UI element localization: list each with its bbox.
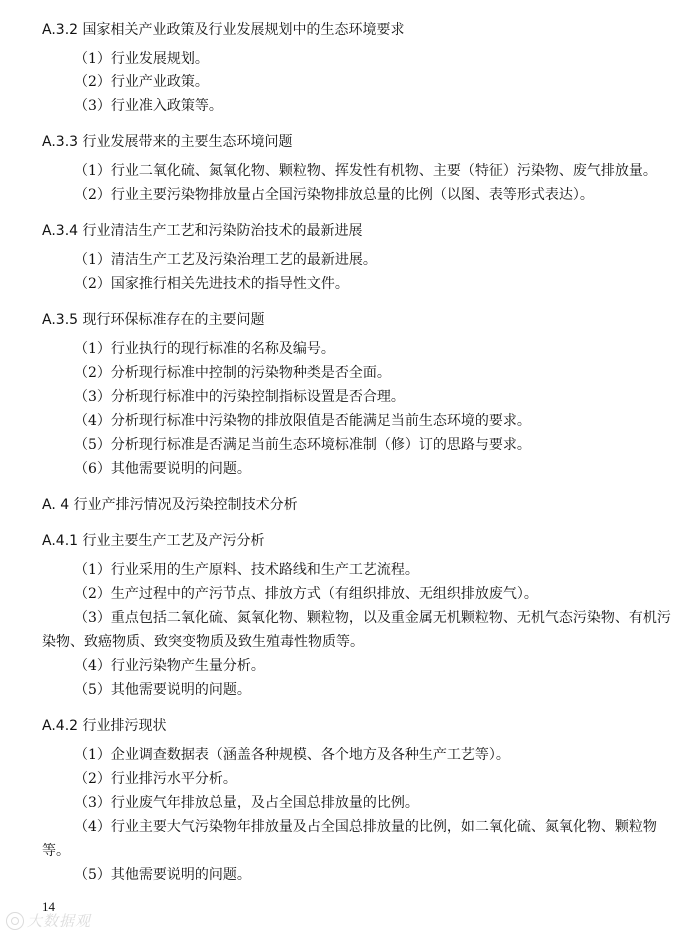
- list-item: （1）行业发展规划。: [74, 51, 209, 67]
- list-item: （6）其他需要说明的问题。: [74, 461, 251, 477]
- section-heading-a35: A.3.5 现行环保标准存在的主要问题: [42, 312, 265, 328]
- list-item: （1）企业调查数据表（涵盖各种规模、各个地方及各种生产工艺等）。: [74, 747, 510, 763]
- list-item: （3）行业废气年排放总量，及占全国总排放量的比例。: [74, 795, 419, 811]
- list-item: （4）行业主要大气污染物年排放量及占全国总排放量的比例，如二氧化硫、氮氧化物、颗粒物: [74, 819, 657, 835]
- page-number: 14: [42, 899, 55, 914]
- list-item: （2）国家推行相关先进技术的指导性文件。: [74, 276, 349, 292]
- list-item: （2）生产过程中的产污节点、排放方式（有组织排放、无组织排放废气）。: [74, 586, 538, 602]
- list-item: （3）重点包括二氧化硫、氮氧化物、颗粒物，以及重金属无机颗粒物、无机气态污染物、有机污: [74, 610, 671, 626]
- list-item: （5）分析现行标准是否满足当前生态环境标准制（修）订的思路与要求。: [74, 437, 531, 453]
- list-item: （4）行业污染物产生量分析。: [74, 658, 265, 674]
- watermark-text: 大数据观: [27, 912, 92, 930]
- section-heading-a34: A.3.4 行业清洁生产工艺和污染防治技术的最新进展: [42, 223, 363, 239]
- chapter-heading-a4: A. 4 行业产排污情况及污染控制技术分析: [42, 497, 298, 513]
- list-item: （2）行业排污水平分析。: [74, 771, 237, 787]
- watermark-logo-icon: [6, 912, 24, 930]
- list-item: （3）分析现行标准中的污染控制指标设置是否合理。: [74, 389, 405, 405]
- list-item: （1）行业采用的生产原料、技术路线和生产工艺流程。: [74, 562, 419, 578]
- list-item: （1）清洁生产工艺及污染治理工艺的最新进展。: [74, 252, 377, 268]
- list-item: （5）其他需要说明的问题。: [74, 867, 251, 883]
- list-item: （1）行业二氧化硫、氮氧化物、颗粒物、挥发性有机物、主要（特征）污染物、废气排放量。: [74, 163, 657, 179]
- list-item-continuation: 等。: [42, 843, 70, 859]
- list-item-continuation: 染物、致癌物质、致突变物质及致生殖毒性物质等。: [42, 634, 364, 650]
- list-item: （2）行业主要污染物排放量占全国污染物排放总量的比例（以图、表等形式表达）。: [74, 187, 594, 203]
- section-heading-a32: A.3.2 国家相关产业政策及行业发展规划中的生态环境要求: [42, 22, 405, 38]
- list-item: （4）分析现行标准中污染物的排放限值是否能满足当前生态环境的要求。: [74, 413, 531, 429]
- list-item: （2）分析现行标准中控制的污染物种类是否全面。: [74, 365, 391, 381]
- list-item: （3）行业准入政策等。: [74, 98, 223, 114]
- section-heading-a42: A.4.2 行业排污现状: [42, 718, 167, 734]
- section-heading-a33: A.3.3 行业发展带来的主要生态环境问题: [42, 134, 293, 150]
- list-item: （5）其他需要说明的问题。: [74, 682, 251, 698]
- list-item: （2）行业产业政策。: [74, 74, 209, 90]
- list-item: （1）行业执行的现行标准的名称及编号。: [74, 341, 335, 357]
- watermark: [6, 910, 91, 931]
- section-heading-a41: A.4.1 行业主要生产工艺及产污分析: [42, 533, 265, 549]
